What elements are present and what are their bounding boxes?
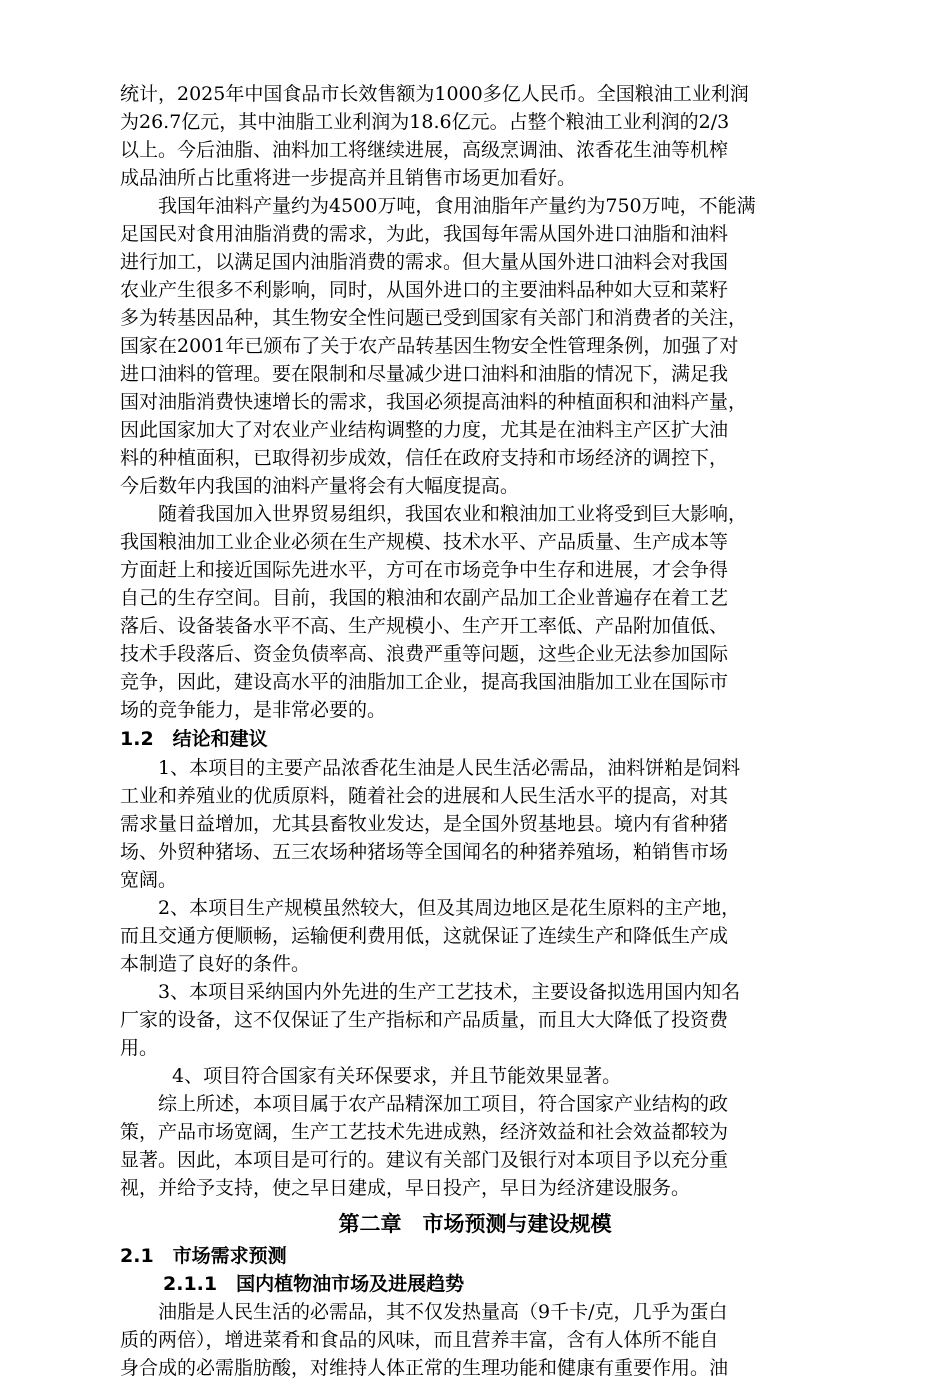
body-text-line: 1、本项目的主要产品浓香花生油是人民生活必需品，油料饼粕是饲料 [158, 757, 741, 779]
body-text-line: 进口油料的管理。要在限制和尽量减少进口油料和油脂的情况下，满足我 [120, 363, 729, 385]
body-text-line: 而且交通方便顺畅，运输便利费用低，这就保证了连续生产和降低生产成 [120, 925, 729, 947]
body-text-line: 4、项目符合国家有关环保要求，并且节能效果显著。 [172, 1065, 622, 1087]
body-text-line: 用。 [120, 1037, 159, 1059]
body-text-line: 成品油所占比重将进一步提高并且销售市场更加看好。 [120, 167, 577, 189]
body-text-line: 场、外贸种猪场、五三农场种猪场等全国闻名的种猪养殖场，粕销售市场 [120, 841, 729, 863]
body-text-line: 为26.7亿元，其中油脂工业利润为18.6亿元。占整个粮油工业利润的2/3 [120, 111, 730, 133]
body-text-line: 竞争，因此，建设高水平的油脂加工企业，提高我国油脂加工业在国际市 [120, 671, 729, 693]
body-text-line: 自己的生存空间。目前，我国的粮油和农副产品加工企业普遍存在着工艺 [120, 587, 729, 609]
body-text-line: 技术手段落后、资金负债率高、浪费严重等问题，这些企业无法参加国际 [120, 643, 729, 665]
chapter-title: 第二章 市场预测与建设规模 [338, 1212, 612, 1236]
body-text-line: 厂家的设备，这不仅保证了生产指标和产品质量，而且大大降低了投资费 [120, 1009, 729, 1031]
body-text-line: 落后、设备装备水平不高、生产规模小、生产开工率低、产品附加值低、 [120, 615, 729, 637]
body-text-line: 油脂是人民生活的必需品，其不仅发热量高（9千卡/克，几乎为蛋白 [158, 1301, 728, 1323]
section-heading-2-1: 2.1 市场需求预测 [120, 1245, 287, 1267]
body-text-line: 我国年油料产量约为4500万吨，食用油脂年产量约为750万吨，不能满 [158, 195, 756, 217]
body-text-line: 以上。今后油脂、油料加工将继续进展，高级烹调油、浓香花生油等机榨 [120, 139, 729, 161]
body-text-line: 质的两倍），增进菜肴和食品的风味，而且营养丰富，含有人体所不能自 [120, 1329, 719, 1351]
body-text-line: 3、本项目采纳国内外先进的生产工艺技术，主要设备拟选用国内知名 [158, 981, 741, 1003]
body-text-line: 我国粮油加工业企业必须在生产规模、技术水平、产品质量、生产成本等 [120, 531, 729, 553]
body-text-line: 需求量日益增加，尤其县畜牧业发达，是全国外贸基地县。境内有省种猪 [120, 813, 729, 835]
body-text-line: 足国民对食用油脂消费的需求，为此，我国每年需从国外进口油脂和油料 [120, 223, 729, 245]
body-text-line: 料的种植面积，已取得初步成效，信任在政府支持和市场经济的调控下， [120, 447, 729, 469]
body-text-line: 视，并给予支持，使之早日建成，早日投产，早日为经济建设服务。 [120, 1177, 691, 1199]
body-text-line: 2、本项目生产规模虽然较大，但及其周边地区是花生原料的主产地， [158, 897, 741, 919]
body-text-line: 农业产生很多不利影响，同时，从国外进口的主要油料品种如大豆和菜籽 [120, 279, 729, 301]
body-text-line: 方面赶上和接近国际先进水平，方可在市场竞争中生存和进展，才会争得 [120, 559, 729, 581]
subsection-heading-2-1-1: 2.1.1 国内植物油市场及进展趋势 [163, 1273, 465, 1295]
body-text-line: 国家在2001年已颁布了关于农产品转基因生物安全性管理条例，加强了对 [120, 335, 739, 357]
body-text-line: 策，产品市场宽阔，生产工艺技术先进成熟，经济效益和社会效益都较为 [120, 1121, 729, 1143]
body-text-line: 场的竞争能力，是非常必要的。 [120, 699, 387, 721]
body-text-line: 因此国家加大了对农业产业结构调整的力度，尤其是在油料主产区扩大油 [120, 419, 729, 441]
body-text-line: 宽阔。 [120, 869, 178, 891]
body-text-line: 进行加工，以满足国内油脂消费的需求。但大量从国外进口油料会对我国 [120, 251, 729, 273]
body-text-line: 身合成的必需脂肪酸，对维持人体正常的生理功能和健康有重要作用。油 [120, 1357, 729, 1379]
body-text-line: 统计，2025年中国食品市长效售额为1000多亿人民币。全国粮油工业利润 [120, 83, 749, 105]
body-text-line: 工业和养殖业的优质原料，随着社会的进展和人民生活水平的提高，对其 [120, 785, 729, 807]
body-text-line: 本制造了良好的条件。 [120, 953, 311, 975]
body-text-line: 综上所述，本项目属于农产品精深加工项目，符合国家产业结构的政 [158, 1093, 729, 1115]
body-text-line: 随着我国加入世界贸易组织，我国农业和粮油加工业将受到巨大影响， [158, 503, 748, 525]
body-text-line: 显著。因此，本项目是可行的。建议有关部门及银行对本项目予以充分重 [120, 1149, 729, 1171]
body-text-line: 多为转基因品种，其生物安全性问题已受到国家有关部门和消费者的关注， [120, 307, 748, 329]
section-heading-1-2: 1.2 结论和建议 [120, 728, 268, 750]
body-text-line: 国对油脂消费快速增长的需求，我国必须提高油料的种植面积和油料产量， [120, 391, 748, 413]
body-text-line: 今后数年内我国的油料产量将会有大幅度提高。 [120, 475, 520, 497]
